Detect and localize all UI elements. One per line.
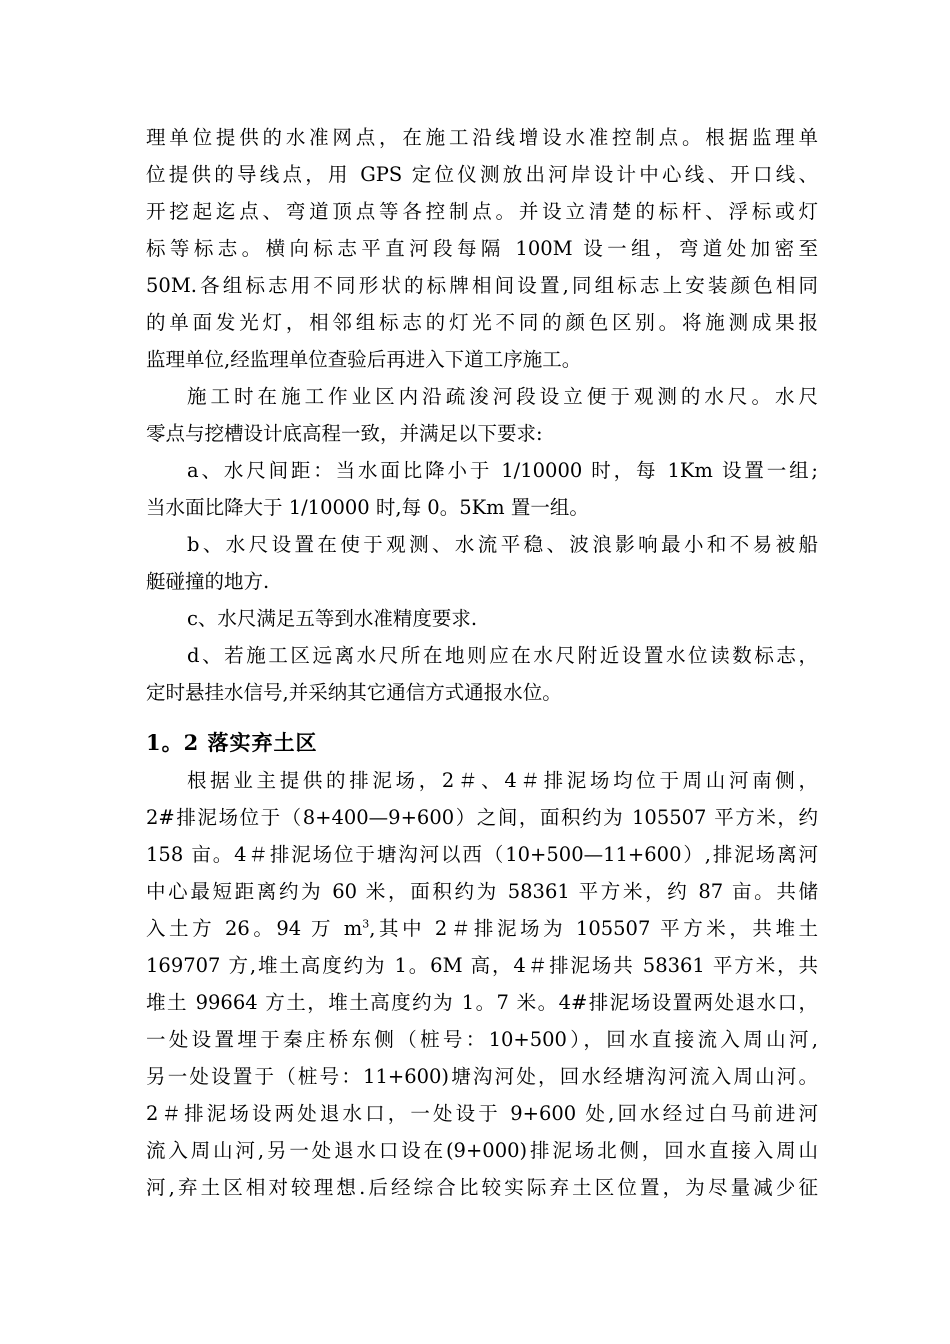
text-line: 零点与挖槽设计底高程一致，并满足以下要求:: [146, 422, 543, 445]
text-line: 流入周山河,另一处退水口设在(9+000)排泥场北侧，回水直接入周山: [146, 1139, 818, 1162]
list-item-a: a、水尺间距：当水面比降小于 1/10000 时，每 1Km 设置一组;: [187, 459, 818, 482]
text-line: 河,弃土区相对较理想.后经综合比较实际弃土区位置，为尽量减少征: [146, 1176, 818, 1199]
text-line: 另一处设置于（桩号：11+600)塘沟河处，回水经塘沟河流入周山河。: [146, 1065, 818, 1088]
list-item-b: b、水尺设置在使于观测、水流平稳、波浪影响最小和不易被船: [187, 533, 818, 556]
text-line: 2#排泥场位于（8+400—9+600）之间，面积约为 105507 平方米，约: [146, 806, 818, 829]
text-line: 艇碰撞的地方.: [146, 570, 270, 593]
section-heading: 1。2 落实弃土区: [146, 730, 318, 755]
text-line: 50M.各组标志用不同形状的标牌相间设置,同组标志上安装颜色相同: [146, 274, 818, 297]
list-item-d: d、若施工区远离水尺所在地则应在水尺附近设置水位读数标志，: [187, 644, 818, 667]
text-line: 根据业主提供的排泥场，2＃、4＃排泥场均位于周山河南侧，: [187, 769, 818, 792]
list-item-c: c、水尺满足五等到水准精度要求.: [187, 607, 478, 630]
text-line: 2＃排泥场设两处退水口，一处设于 9+600 处,回水经过白马前进河: [146, 1102, 818, 1125]
text-segment: ,其中 2＃排泥场为 105507 平方米，共堆土: [369, 917, 818, 940]
text-line: 开挖起迄点、弯道顶点等各控制点。并设立清楚的标杆、浮标或灯: [146, 200, 818, 223]
text-line: 位提供的导线点，用 GPS 定位仪测放出河岸设计中心线、开口线、: [146, 163, 818, 186]
text-line-with-superscript: [146, 914, 818, 944]
text-segment: 入土方 26。94 万 m: [146, 917, 363, 940]
text-line: 定时悬挂水信号,并采纳其它通信方式通报水位。: [146, 681, 562, 704]
text-line: 的单面发光灯，相邻组标志的灯光不同的颜色区别。将施测成果报: [146, 311, 818, 334]
text-line: 理单位提供的水准网点，在施工沿线增设水准控制点。根据监理单: [146, 126, 818, 149]
text-line: 158 亩。4＃排泥场位于塘沟河以西（10+500—11+600）,排泥场离河: [146, 843, 818, 866]
text-line: 标等标志。横向标志平直河段每隔 100M 设一组，弯道处加密至: [146, 237, 818, 260]
text-line: 169707 方,堆土高度约为 1。6M 高，4＃排泥场共 58361 平方米，共: [146, 954, 818, 977]
superscript: 3: [362, 917, 370, 931]
text-line: 一处设置埋于秦庄桥东侧（桩号：10+500），回水直接流入周山河,: [146, 1028, 818, 1051]
text-line: 中心最短距离约为 60 米，面积约为 58361 平方米，约 87 亩。共储: [146, 880, 818, 903]
text-line: 堆土 99664 方土，堆土高度约为 1。7 米。4#排泥场设置两处退水口，: [146, 991, 818, 1014]
text-line: 施工时在施工作业区内沿疏浚河段设立便于观测的水尺。水尺: [187, 385, 818, 408]
text-line: 当水面比降大于 1/10000 时,每 0。5Km 置一组。: [146, 496, 589, 519]
text-line: 监理单位,经监理单位查验后再进入下道工序施工。: [146, 348, 582, 371]
